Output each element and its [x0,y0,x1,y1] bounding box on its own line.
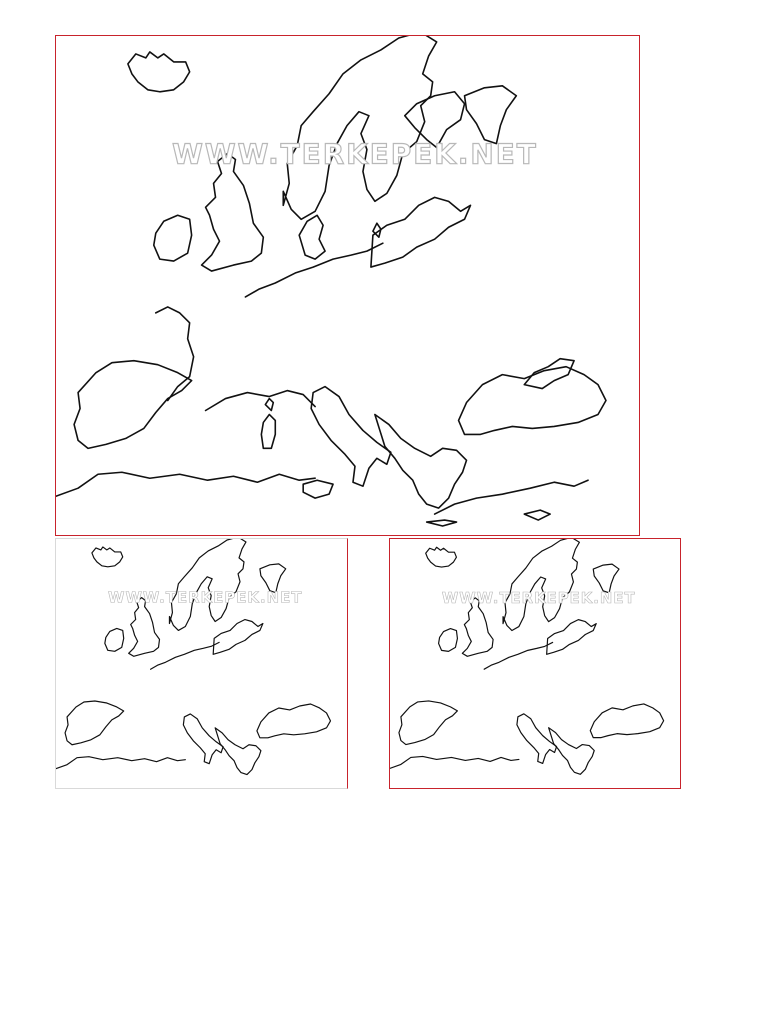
europe-coastline-svg [56,539,347,788]
watermark-text: WWW.TERKEPEK.NET [172,137,538,171]
coastlines [56,539,330,775]
europe-outline-map-small-right [389,538,681,789]
watermark-text: WWW.TERKEPEK.NET [441,588,636,607]
europe-outline-map-small-left [55,538,348,789]
europe-outline-map-large [55,35,640,536]
europe-coastline-svg [390,539,680,788]
europe-coastline-svg [56,36,639,535]
coastlines [390,539,664,774]
watermark-text: WWW.TERKEPEK.NET [108,588,303,607]
coastlines [56,36,606,526]
